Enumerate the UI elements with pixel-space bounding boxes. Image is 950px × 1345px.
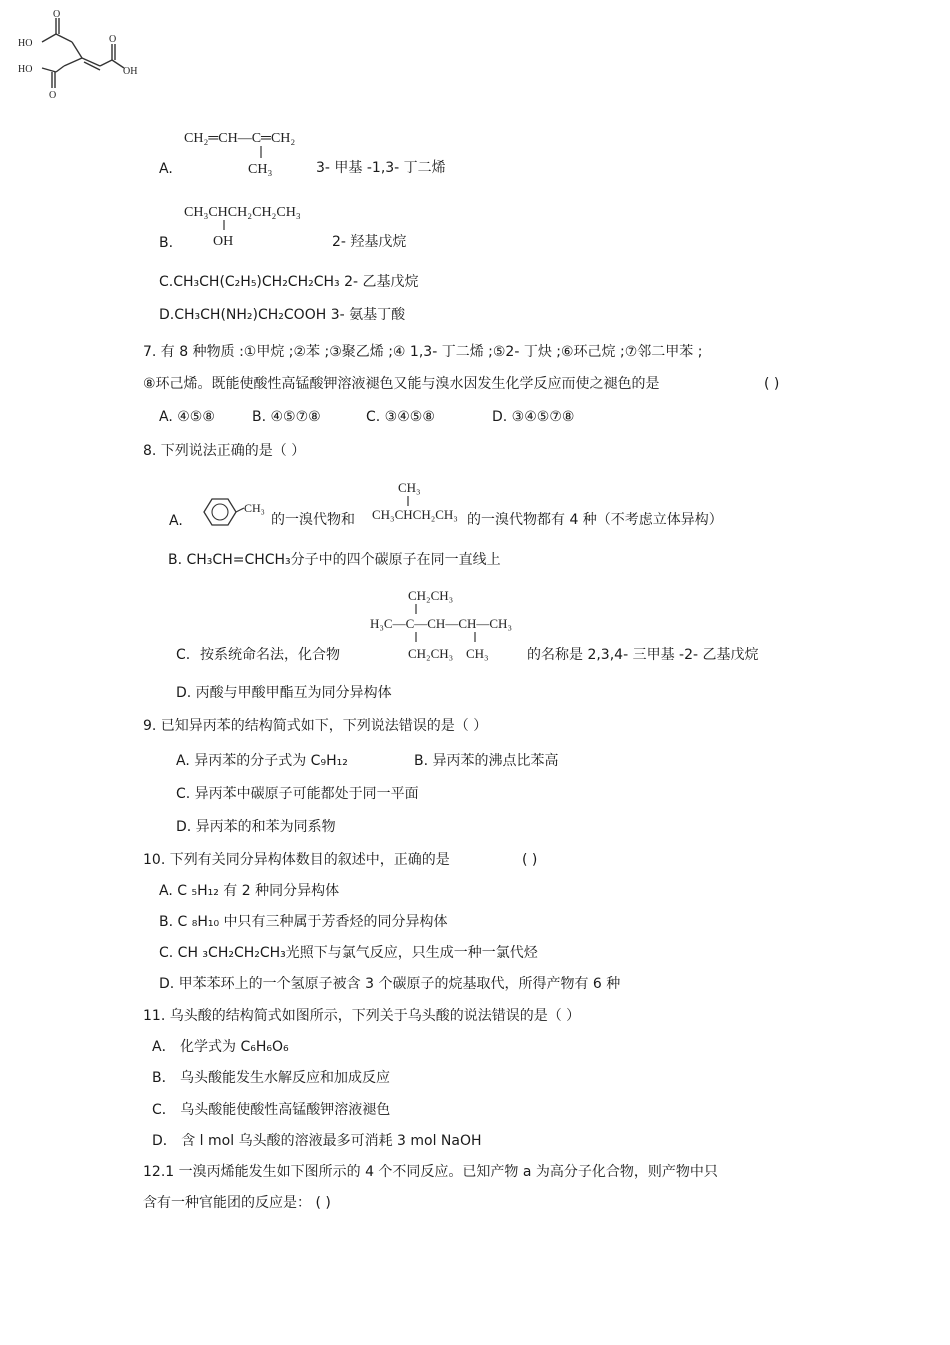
q12-stem-line2: 含有一种官能团的反应是： ( ): [143, 1195, 331, 1211]
q7-option-d: D. ③④⑤⑦⑧: [492, 409, 575, 425]
toluene-methyl-label: CH₃: [244, 501, 265, 515]
q7-option-a: A. ④⑤⑧: [159, 409, 215, 425]
ho-label-1: HO: [18, 38, 33, 49]
q8-a-struct-row: CH₃CHCH₂CH₃: [372, 507, 458, 522]
q8-c-struct-bot1: CH₂CH₃: [408, 646, 454, 661]
aconitic-acid-structure: [12, 8, 144, 100]
o-label-2: O: [49, 90, 57, 100]
q6-a-struct-row1: CH₂═CH—C═CH₂: [184, 131, 296, 146]
q8-c-structure: [368, 584, 530, 664]
q10-option-c: C. CH ₃CH₂CH₂CH₃光照下与氯气反应，只生成一种一氯代烃: [159, 945, 538, 961]
q7-answer-paren: ( ): [764, 376, 780, 392]
q11-option-d: D． 含 l mol 乌头酸的溶液最多可消耗 3 mol NaOH: [152, 1133, 482, 1149]
q10-option-a: A. C ₅H₁₂ 有 2 种同分异构体: [159, 883, 340, 899]
q8-c-label: C.: [176, 647, 191, 663]
q6-b-name: 2- 羟基戊烷: [332, 234, 407, 250]
q6-b-struct-row2: OH: [213, 234, 234, 249]
q8-a-struct-top: CH₃: [398, 480, 421, 495]
q10-stem: 10. 下列有关同分异构体数目的叙述中，正确的是: [143, 852, 450, 868]
q7-option-b: B. ④⑤⑦⑧: [252, 409, 321, 425]
q8-c-struct-top: CH₂CH₃: [408, 588, 454, 603]
q7-stem-line2: ⑧环己烯。既能使酸性高锰酸钾溶液褪色又能与溴水因发生化学反应而使之褪色的是: [143, 376, 660, 392]
svg-text:O: O: [109, 34, 117, 45]
o-label-1: O: [53, 9, 61, 20]
q6-c-option: C.CH₃CH(C₂H₅)CH₂CH₂CH₃ 2- 乙基戊烷: [159, 274, 419, 290]
q8-c-struct-bot2: CH₃: [466, 646, 489, 661]
q11-option-b: B． 乌头酸能发生水解反应和加成反应: [152, 1070, 391, 1086]
q8-a-label: A.: [169, 513, 183, 529]
ho-label-2: HO: [18, 64, 33, 75]
q9-stem: 9. 已知异丙苯的结构简式如下，下列说法错误的是（ ）: [143, 718, 488, 734]
q8-a-tail-text: 的一溴代物都有 4 种（不考虑立体异构）: [467, 512, 723, 528]
q9-option-c: C. 异丙苯中碳原子可能都处于同一平面: [176, 786, 419, 802]
q6-a-structure: [182, 126, 312, 178]
q6-a-name: 3- 甲基 -1,3- 丁二烯: [316, 160, 446, 176]
toluene-structure: [196, 494, 272, 530]
q7-option-c: C. ③④⑤⑧: [366, 409, 435, 425]
q7-stem-line1: 7. 有 8 种物质 :①甲烷 ;②苯 ;③聚乙烯 ;④ 1,3- 丁二烯 ;⑤2- 丁炔 ;⑥环己烷 ;⑦邻二甲苯 ;: [143, 344, 703, 360]
q6-b-structure: [182, 200, 328, 250]
q8-a-isopentane-structure: [370, 476, 470, 524]
q12-stem-line1: 12.1 一溴丙烯能发生如下图所示的 4 个不同反应。已知产物 a 为高分子化合物，则产物中只: [143, 1164, 718, 1180]
q8-a-mid-text: 的一溴代物和: [271, 512, 355, 528]
q11-stem: 11. 乌头酸的结构简式如图所示，下列关于乌头酸的说法错误的是（ ）: [143, 1008, 581, 1024]
q9-option-d: D. 异丙苯的和苯为同系物: [176, 819, 336, 835]
q9-option-b: B. 异丙苯的沸点比苯高: [414, 753, 559, 769]
q8-c-tail: 的名称是 2,3,4- 三甲基 -2- 乙基戊烷: [527, 647, 759, 663]
q6-b-label: B.: [159, 235, 174, 251]
q6-d-option: D.CH₃CH(NH₂)CH₂COOH 3- 氨基丁酸: [159, 307, 406, 323]
q10-option-b: B. C ₈H₁₀ 中只有三种属于芳香烃的同分异构体: [159, 914, 448, 930]
q8-b-option: B. CH₃CH=CHCH₃分子中的四个碳原子在同一直线上: [168, 552, 501, 568]
q10-option-d: D. 甲苯苯环上的一个氢原子被含 3 个碳原子的烷基取代，所得产物有 6 种: [159, 976, 621, 992]
q10-answer-paren: ( ): [522, 852, 538, 868]
q8-stem: 8. 下列说法正确的是（ ）: [143, 443, 306, 459]
q11-option-c: C． 乌头酸能使酸性高锰酸钾溶液褪色: [152, 1102, 391, 1118]
q9-option-a: A. 异丙苯的分子式为 C₉H₁₂: [176, 753, 348, 769]
q11-option-a: A． 化学式为 C₆H₆O₆: [152, 1039, 289, 1055]
q6-a-label: A.: [159, 161, 173, 177]
q8-c-text: 按系统命名法，化合物: [200, 647, 340, 663]
q6-a-struct-row2: CH₃: [248, 162, 273, 177]
oh-label: OH: [123, 66, 138, 77]
q6-b-struct-row1: CH₃CHCH₂CH₂CH₃: [184, 205, 301, 220]
q8-d-option: D. 丙酸与甲酸甲酯互为同分异构体: [176, 685, 392, 701]
q8-c-struct-mid: H₃C—C—CH—CH—CH₃: [370, 616, 512, 631]
